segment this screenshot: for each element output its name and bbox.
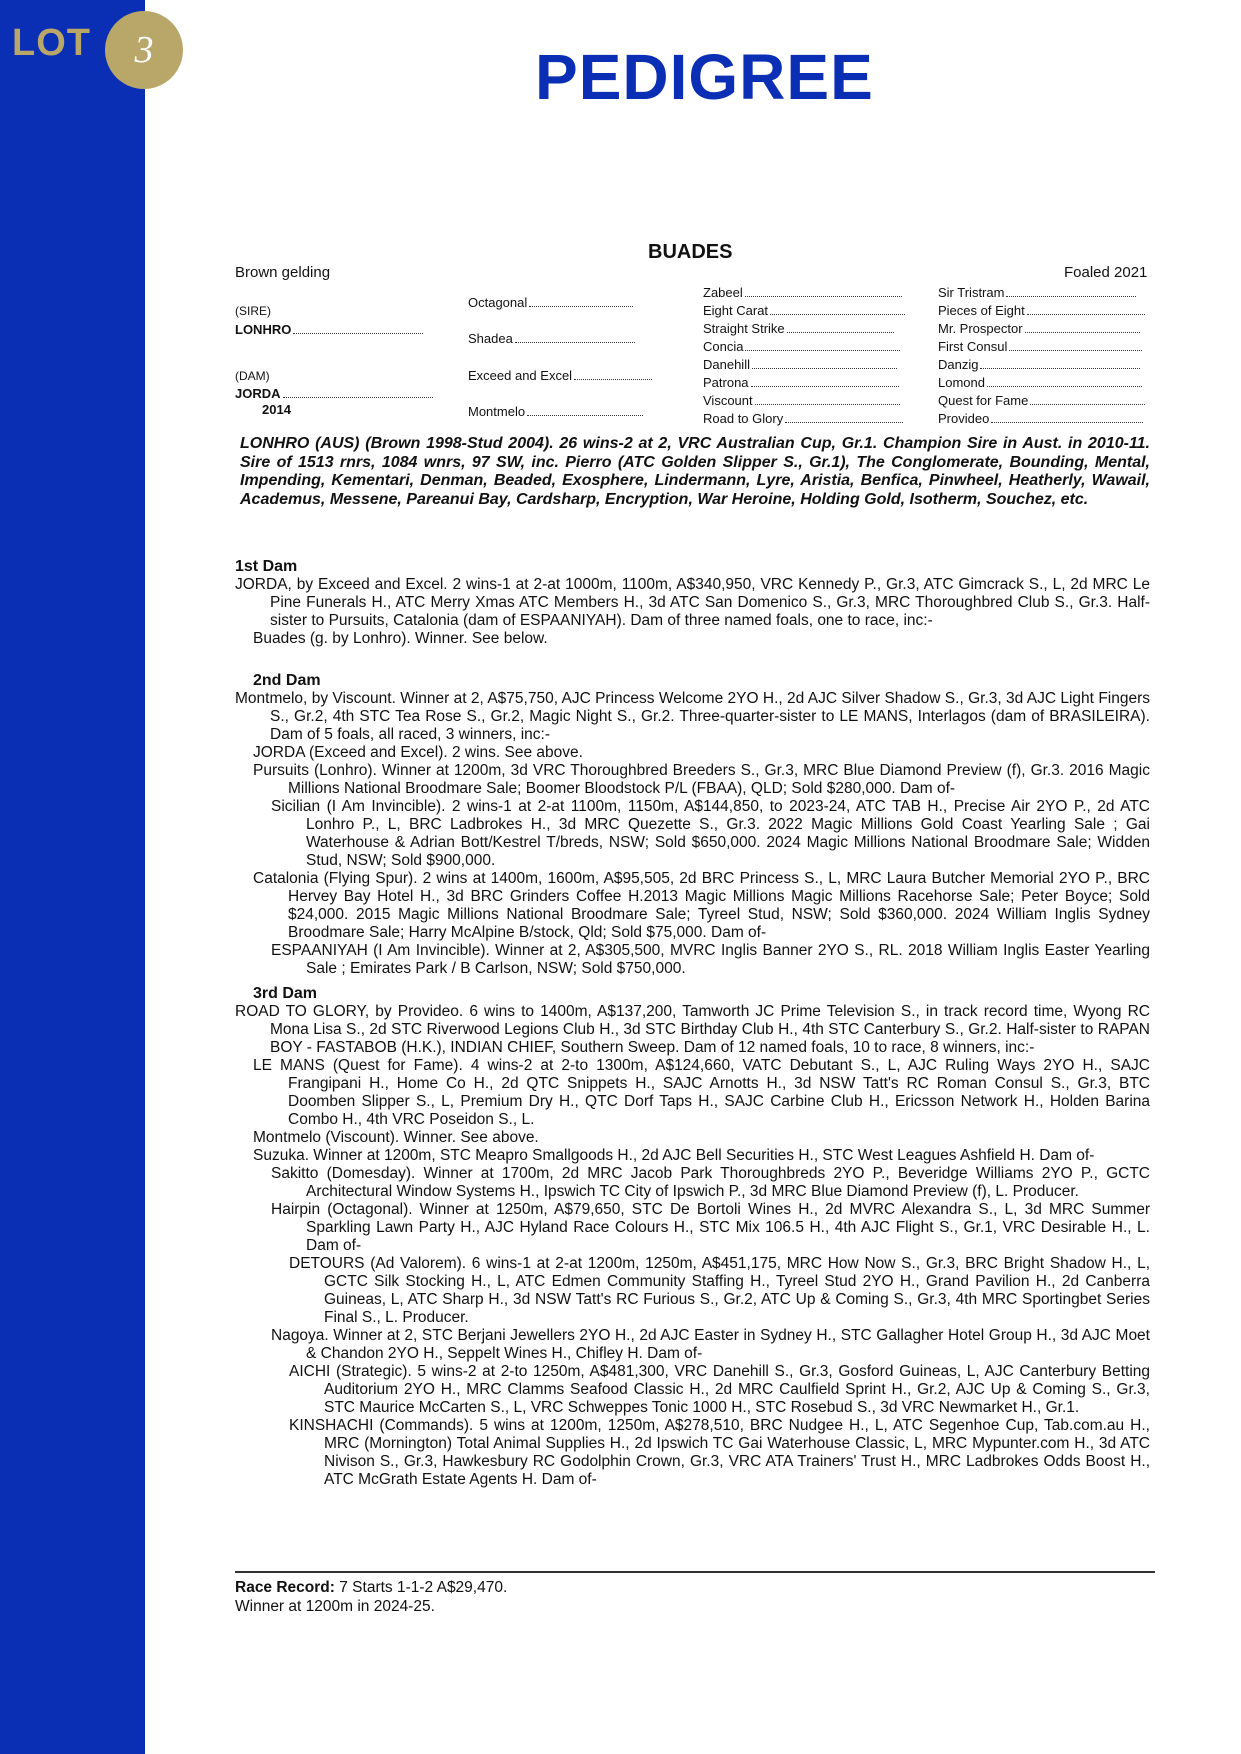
third-dam-p1: ROAD TO GLORY, by Provideo. 6 wins to 1400m, A$137,200, Tamworth JC Prime Television S., in track record time, Wyong RC Mona Lisa S., 2d STC Riverwood Legions Club H., 3d STC Birthday Club H., 4th STC Canterbury S., Gr.2. Half-sister to RAPAN BOY - FASTABOB (H.K.), INDIAN CHIEF, Southern Sweep. Dam of 12 named foals, 10 to race, 8 winners, inc:- <box>235 1003 1150 1056</box>
second-dam-p1: Montmelo, by Viscount. Winner at 2, A$75,750, AJC Princess Welcome 2YO H., 2d AJC Silver Shadow S., Gr.3, 3d AJC Light Fingers S., Gr.2, 4th STC Tea Rose S., Gr.2, Magic Night S., Gr.2. Three-quarter-sister to LE MANS, Interlagos (dam of BRASILEIRA). Dam of 5 foals, all raced, 3 winners, inc:- <box>235 690 1150 743</box>
second-dam-heading: 2nd Dam <box>253 672 321 689</box>
first-dam-section <box>235 558 1150 648</box>
third-dam-p2: LE MANS (Quest for Fame). 4 wins-2 at 2-to 1300m, A$124,660, VATC Debutant S., L, AJC Ruling Ways 2YO H., SAJC Frangipani H., Home Co H., 2d QTC Snippets H., SAJC Arnotts H., 3d NSW Tatt's RC Roman Consul S., Gr.3, BTC Doomben Slipper S., L, Premium Dry H., QTC Dorf Taps H., SAJC Carbine Club H., Ericsson Network H., Holden Barina Combo H., 4th VRC Poseidon S., L. <box>253 1057 1150 1128</box>
gen3-1: Zabeel <box>703 285 902 301</box>
third-dam-p6: Hairpin (Octagonal). Winner at 1250m, A$79,650, STC De Bortoli Wines H., 2d MVRC Alexandra S., L, 3d MRC Summer Sparkling Lawn Party H., AJC Hyland Race Colours H., STC Mix 106.5 H., 4th AJC Flight S., Gr.1, VRC Desirable H., L. Dam of- <box>271 1201 1150 1254</box>
dam-row <box>235 386 433 402</box>
second-dam-p4: Sicilian (I Am Invincible). 2 wins-1 at 2-at 1100m, 1150m, A$144,850, to 2023-24, ATC TAB H., Precise Air 2YO P., 2d ATC Lonhro P., L, BRC Ladbrokes H., 3d MRC Quezette S., Gr.3. 2022 Magic Millions Gold Coast Yearling Sale ; Gai Waterhouse & Adrian Bott/Kestrel T/breds, NSW; Sold $650,000. 2024 Magic Millions National Broodmare Sale; Widden Stud, NSW; Sold $900,000. <box>271 798 1150 869</box>
gen4-5: Danzig <box>938 357 1140 373</box>
third-dam-p10: KINSHACHI (Commands). 5 wins at 1200m, 1250m, A$278,510, BRC Nudgee H., L, ATC Segenhoe Cup, Tab.com.au H., MRC (Mornington) Total Animal Supplies H., 2d Ipswich TC Gai Waterhouse Classic, L, MRC Mypunter.com H., 3d ATC Nivison S., Gr.3, Hawkesbury RC Godolphin Crown, Gr.3, VRC ATA Trainers' Trust H., MRC Ladbrokes Odds Boost H., ATC McGrath Estate Agents H. Dam of- <box>289 1417 1150 1488</box>
page-title: PEDIGREE <box>535 41 874 113</box>
race-record-line2: Winner at 1200m in 2024-25. <box>235 1598 435 1615</box>
third-dam-p8: Nagoya. Winner at 2, STC Berjani Jewellers 2YO H., 2d AJC Easter in Sydney H., STC Gallagher Hotel Group H., 3d AJC Moet & Chandon 2YO H., Seppelt Wines H., Chifley H. Dam of- <box>271 1327 1150 1362</box>
first-dam-p2: Buades (g. by Lonhro). Winner. See below. <box>253 630 548 647</box>
gen4-3: Mr. Prospector <box>938 321 1140 337</box>
gen4-4: First Consul <box>938 339 1142 355</box>
gen4-1: Sir Tristram <box>938 285 1136 301</box>
gen3-8: Road to Glory <box>703 411 903 427</box>
third-dam-p3: Montmelo (Viscount). Winner. See above. <box>253 1129 539 1146</box>
race-record-value: 7 Starts 1-1-2 A$29,470. <box>339 1579 508 1596</box>
third-dam-p4: Suzuka. Winner at 1200m, STC Meapro Smallgoods H., 2d AJC Bell Securities H., STC West Leagues Ashfield H. Dam of- <box>253 1147 1095 1164</box>
second-dam-p3: Pursuits (Lonhro). Winner at 1200m, 3d VRC Thoroughbred Breeders S., Gr.3, MRC Blue Diamond Preview (f), Gr.3. 2016 Magic Millions National Broodmare Sale; Boomer Bloodstock P/L (FBAA), QLD; Sold $280,000. Dam of- <box>253 762 1150 797</box>
lot-label: LOT <box>12 22 91 64</box>
third-dam-p5: Sakitto (Domesday). Winner at 1700m, 2d MRC Jacob Park Thoroughbreds 2YO P., Beveridge Williams 2YO P., GCTC Architectural Window Systems H., Ipswich TC City of Ipswich P., 3d MRC Blue Diamond Preview (f), L. Producer. <box>271 1165 1150 1200</box>
first-dam-heading: 1st Dam <box>235 558 298 575</box>
gen3-3: Straight Strike <box>703 321 894 337</box>
horse-description: Brown gelding <box>235 264 331 281</box>
gen3-7: Viscount <box>703 393 900 409</box>
horse-name: BUADES <box>648 241 733 263</box>
dam-name: JORDA <box>235 386 281 401</box>
third-dam-heading: 3rd Dam <box>253 985 318 1002</box>
gen3-4: Concia <box>703 339 900 355</box>
dam-year: 2014 <box>262 402 291 417</box>
sire-label: (SIRE) <box>235 304 271 318</box>
sidebar-band <box>0 0 145 1754</box>
gen2-2: Shadea <box>468 331 635 347</box>
dam-label: (DAM) <box>235 369 270 383</box>
gen2-1: Octagonal <box>468 295 633 311</box>
third-dam-section <box>235 985 1150 1489</box>
second-dam-p2: JORDA (Exceed and Excel). 2 wins. See above. <box>253 744 583 761</box>
lot-number-badge: 3 <box>105 11 183 89</box>
foaled-year: Foaled 2021 <box>1064 264 1148 281</box>
gen2-4: Montmelo <box>468 404 643 420</box>
gen4-2: Pieces of Eight <box>938 303 1145 319</box>
gen3-5: Danehill <box>703 357 897 373</box>
gen4-6: Lomond <box>938 375 1142 391</box>
gen4-8: Provideo <box>938 411 1143 427</box>
race-record-label: Race Record: <box>235 1579 335 1596</box>
divider <box>235 1571 1155 1573</box>
third-dam-p7: DETOURS (Ad Valorem). 6 wins-1 at 2-at 1200m, 1250m, A$451,175, MRC How Now S., Gr.3, BRC Bright Shadow H., L, GCTC Silk Stocking H., L, ATC Edmen Community Staffing H., Tyreel Stud 2YO H., Grand Pavilion H., 2d Canberra Guineas, L, ATC Sharp H., 3d NSW Tatt's RC Furious S., Gr.2, ATC Up & Coming S., Gr.3, 4th MRC Sportingbet Series Final S., L. Producer. <box>289 1255 1150 1326</box>
gen2-3: Exceed and Excel <box>468 368 652 384</box>
gen4-7: Quest for Fame <box>938 393 1145 409</box>
race-record <box>235 1578 507 1616</box>
second-dam-section <box>235 672 1150 978</box>
sire-summary: LONHRO (AUS) (Brown 1998-Stud 2004). 26 wins-2 at 2, VRC Australian Cup, Gr.1. Champion Sire in Aust. in 2010-11. Sire of 1513 rnrs, 1084 wnrs, 97 SW, inc. Pierro (ATC Golden Slipper S., Gr.1), The Conglomerate, Bounding, Mental, Impending, Kementari, Denman, Beaded, Exosphere, Lindermann, Lyre, Aristia, Benfica, Pinwheel, Heatherly, Wawail, Academus, Messene, Pareanui Bay, Cardsharp, Encryption, War Heroine, Holding Gold, Isotherm, Souchez, etc. <box>240 435 1150 508</box>
sire-name: LONHRO <box>235 322 292 337</box>
gen3-2: Eight Carat <box>703 303 905 319</box>
second-dam-p5: Catalonia (Flying Spur). 2 wins at 1400m, 1600m, A$95,505, 2d BRC Princess S., L, MRC Laura Butcher Memorial 2YO P., BRC Hervey Bay Hotel H., 3d BRC Grinders Coffee H.2013 Magic Millions Magic Millions Racehorse Sale; Peter Boyce; Sold $24,000. 2015 Magic Millions National Broodmare Sale; Tyreel Stud, NSW; Sold $360,000. 2024 William Inglis Sydney Broodmare Sale; Harry McAlpine B/stock, Qld; Sold $75,000. Dam of- <box>253 870 1150 941</box>
second-dam-p6: ESPAANIYAH (I Am Invincible). Winner at 2, A$305,500, MVRC Inglis Banner 2YO S., RL. 2018 William Inglis Easter Yearling Sale ; Emirates Park / B Carlson, NSW; Sold $750,000. <box>271 942 1150 977</box>
third-dam-p9: AICHI (Strategic). 5 wins-2 at 2-to 1250m, A$481,300, VRC Danehill S., Gr.3, Gosford Guineas, L, AJC Canterbury Betting Auditorium 2YO H., MRC Clamms Seafood Classic H., 2d MRC Caulfield Sprint H., Gr.2, AJC Up & Coming S., Gr.3, STC Maurice McCarten S., L, VRC Schweppes Tonic 1000 H., STC Rosebud S., 3d VRC Newmarket H., Gr.1. <box>289 1363 1150 1416</box>
first-dam-p1: JORDA, by Exceed and Excel. 2 wins-1 at 2-at 1000m, 1100m, A$340,950, VRC Kennedy P., Gr.3, ATC Gimcrack S., L, 2d MRC Le Pine Funerals H., ATC Merry Xmas ATC Members H., 3d ATC San Domenico S., Gr.3, MRC Thoroughbred Club S., Gr.3. Half-sister to Pursuits, Catalonia (dam of ESPAANIYAH). Dam of three named foals, one to race, inc:- <box>235 576 1150 629</box>
gen3-6: Patrona <box>703 375 899 391</box>
sire-row <box>235 322 423 338</box>
